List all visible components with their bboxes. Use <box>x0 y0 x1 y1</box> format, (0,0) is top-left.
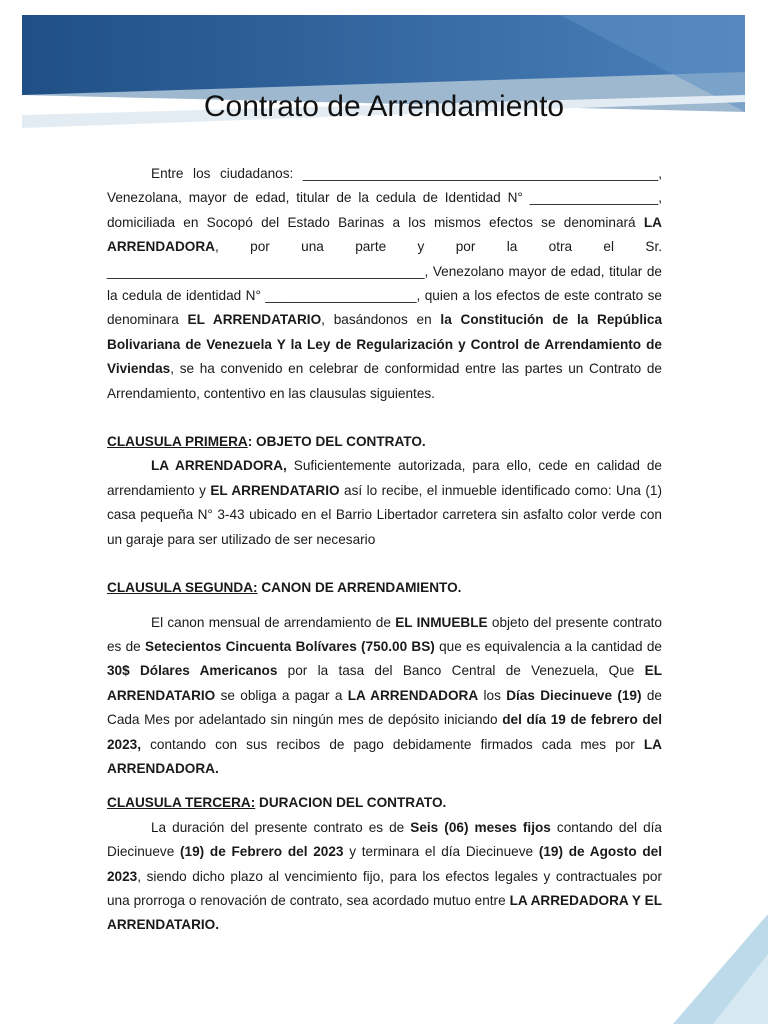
contract-body <box>107 162 662 938</box>
clause-3-heading: CLAUSULA TERCERA: DURACION DEL CONTRATO. <box>107 795 447 811</box>
clause-1-heading: CLAUSULA PRIMERA: OBJETO DEL CONTRATO. <box>107 434 426 450</box>
clause-3-paragraph: La duración del presente contrato es de Seis (06) meses fijos contando del día Diecinueve (19) de Febrero del 2023 y terminara el día Diecinueve (19) de Agosto del 2023, siendo dicho plazo al vencimiento fijo, para los efectos legales y contractuales por una prorroga o renovación de contrato, sea acordado mutuo entre LA ARREDADORA Y EL ARRENDATARIO. <box>107 819 663 933</box>
clause-1-paragraph: LA ARRENDADORA, Suficientemente autorizada, para ello, cede en calidad de arrendamiento y EL ARRENDATARIO así lo recibe, el inmueble identificado como: Una (1) casa pequeña N° 3-43 ubicado en el Barrio Libertador carretera sin asfalto color verde con un garaje para ser utilizado de ser necesario <box>107 458 662 547</box>
document-title: Contrato de Arrendamiento <box>203 90 565 123</box>
clause-2-paragraph: El canon mensual de arrendamiento de EL INMUEBLE objeto del presente contrato es de Setecientos Cincuenta Bolívares (750.00 BS) que es equivalencia a la cantidad de 30$ Dólares Americanos por la tasa del Banco Central de Venezuela, Que EL ARRENDATARIO se obliga a pagar a LA ARRENDADORA los Días Diecinueve (19) de Cada Mes por adelantado sin ningún mes de depósito iniciando del día 19 de febrero del 2023, contando con sus recibos de pago debidamente firmados cada mes por LA ARRENDADORA. <box>107 614 662 776</box>
intro-paragraph: Entre los ciudadanos: _______________________________________________, Venezolana, mayor de edad, titular de la cedula de Identidad N° _________________, domiciliada en Socopó del Estado Barinas a los mismos efectos se denominará LA ARRENDADORA, por una parte y por la otra el Sr. __________________________________________, Venezolano mayor de edad, titular de la cedula de identidad N° ____________________, quien a los efectos de este contrato se denominara EL ARRENDATARIO, basándonos en la Constitución de la República Bolivariana de Venezuela Y la Ley de Regularización y Control de Arrendamiento de Viviendas, se ha convenido en celebrar de conformidad entre las partes un Contrato de Arrendamiento, contentivo en las clausulas siguientes. <box>107 166 663 401</box>
corner-decoration <box>668 914 768 1024</box>
clause-2-heading: CLAUSULA SEGUNDA: CANON DE ARRENDAMIENTO. <box>107 580 462 596</box>
